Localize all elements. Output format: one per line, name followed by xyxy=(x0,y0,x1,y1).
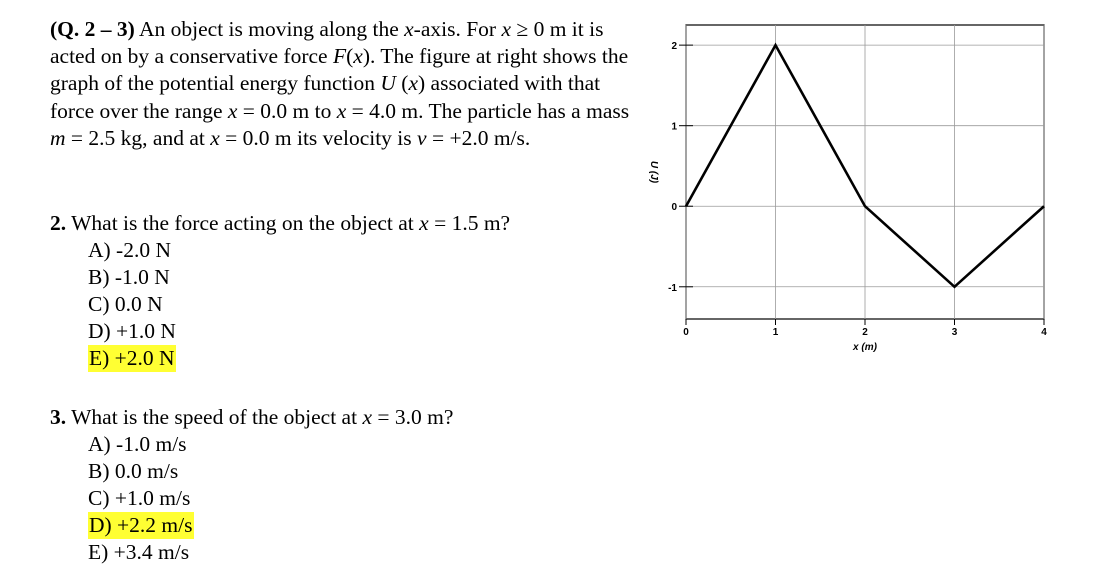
var: U xyxy=(380,71,396,96)
question-number: 2. xyxy=(50,211,67,235)
option-label: D) +1.0 N xyxy=(88,319,176,343)
text: = 3.0 m? xyxy=(372,405,454,429)
text: = 0.0 m its velocity is xyxy=(219,125,418,150)
var: v xyxy=(417,125,427,150)
option-label: E) +3.4 m/s xyxy=(88,540,190,564)
var: x xyxy=(353,44,363,69)
var: x xyxy=(227,98,238,123)
option-label: B) -1.0 N xyxy=(88,265,170,289)
option-label: E) +2.0 N xyxy=(89,346,175,370)
var: x xyxy=(362,405,373,429)
var: x xyxy=(404,17,414,41)
var: F xyxy=(332,44,347,69)
option-label: A) -1.0 m/s xyxy=(88,432,187,456)
text: = 4.0 m. The particle has a mass xyxy=(346,98,630,123)
option-label: D) +2.2 m/s xyxy=(89,513,193,537)
option-label: C) +1.0 m/s xyxy=(88,486,191,510)
text: ) associated with that force over the range xyxy=(50,71,601,123)
text: What is the force acting on the object at xyxy=(66,211,420,235)
text: ( xyxy=(395,71,409,96)
text: -axis. For xyxy=(413,17,502,41)
option-label: B) 0.0 m/s xyxy=(88,459,179,483)
text: = 0.0 m to xyxy=(237,98,337,123)
x-tick-label: 0 xyxy=(683,327,689,338)
text: = 2.5 kg, and at xyxy=(65,125,211,150)
var: x xyxy=(210,125,220,150)
var: x xyxy=(419,211,429,235)
text: ). The figure at right shows the graph of the potential energy function xyxy=(50,44,629,96)
x-tick-label: 1 xyxy=(772,327,779,338)
var: x xyxy=(336,98,347,123)
y-axis-label: U (J) xyxy=(648,160,659,184)
text: ≥ 0 m it is acted on by a conservative force xyxy=(50,17,604,69)
var: x xyxy=(408,71,418,96)
option-label: A) -2.0 N xyxy=(88,238,171,262)
var: m xyxy=(50,125,66,150)
problem-label: (Q. 2 – 3) xyxy=(50,17,135,41)
x-tick-label: 2 xyxy=(862,327,868,338)
x-tick-label: 4 xyxy=(1041,327,1047,338)
text: = +2.0 m/s. xyxy=(426,125,531,150)
text: ( xyxy=(346,44,354,69)
text: = 1.5 m? xyxy=(428,211,511,235)
y-tick-label: 1 xyxy=(671,121,677,133)
question-number: 3. xyxy=(50,405,67,429)
y-tick-label: -1 xyxy=(668,282,677,294)
x-tick-label: 3 xyxy=(951,327,958,338)
y-tick-label: 2 xyxy=(671,41,677,53)
text: An object is moving along the xyxy=(134,17,405,41)
x-axis-label: x (m) xyxy=(853,342,877,353)
option-label: C) 0.0 N xyxy=(88,292,163,316)
text: What is the speed of the object at xyxy=(66,405,363,429)
y-tick-label: 0 xyxy=(671,202,677,214)
var: x xyxy=(501,17,512,41)
